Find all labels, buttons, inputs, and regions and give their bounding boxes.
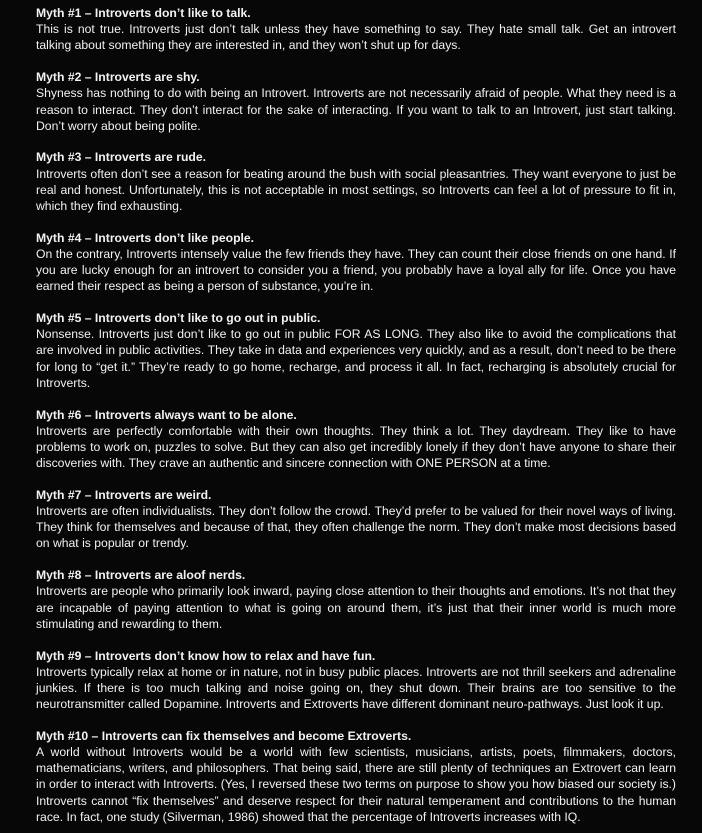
myth-body: Introverts typically relax at home or in nature, not in busy public places. Introverts are not thrill seekers and adrenaline junkies. If there is too much talking and noise going on, they shut down. Their brains are too sensitive to the neurotransmitter called Dopamine. Introverts and Extroverts have different dominant neuro-pathways. Just look it up. — [36, 664, 676, 712]
myth-title: Myth #6 – Introverts always want to be alone. — [36, 407, 297, 422]
myth-section-4 — [36, 230, 676, 295]
myth-section-1 — [36, 5, 676, 54]
myth-body: Introverts are people who primarily look inward, paying close attention to their thoughts and emotions. It’s not that they are incapable of paying attention to what is going on around them, it’s just that their inner world is much more stimulating and rewarding to them. — [36, 584, 676, 631]
myth-body: Introverts are often individualists. They don’t follow the crowd. They’d prefer to be valued for their novel ways of living. They think for themselves and because of that, they often challenge the norm. They don’t make most decisions based on what is popular or trendy. — [36, 504, 676, 551]
myth-title: Myth #2 – Introverts are shy. — [36, 70, 200, 85]
myth-body: A world without Introverts would be a world with few scientists, musicians, artists, poets, filmmakers, doctors, mathematicians, writers, and philosophers. That being said, there are still plenty of techniques an Extrovert can learn in order to interact with Introverts. (Yes, I reversed these two terms on purpose to show you how biased our society is.) Introverts cannot “fix themselves” and deserve respect for their natural temperament and contributions to the human race. In fact, one study (Silverman, 1986) showed that the percentage of Introverts increases with IQ. — [36, 745, 676, 824]
myth-title: Myth #5 – Introverts don’t like to go out in public. — [36, 311, 321, 326]
myth-body: Introverts often don’t see a reason for beating around the bush with social pleasantries. They want everyone to just be real and honest. Unfortunately, this is not acceptable in most settings, so Introverts can feel a lot of pressure to fit in, which they find exhausting. — [36, 166, 676, 214]
myth-body: Nonsense. Introverts just don’t like to go out in public FOR AS LONG. They also like to avoid the complications that are involved in public activities. They take in data and experiences very quickly, and as a result, don’t need to be there for long to “get it.” They’re ready to go home, recharge, and process it all. In fact, recharging is absolutely crucial for Introverts. — [36, 327, 676, 390]
myth-section-8 — [36, 567, 676, 632]
myth-title: Myth #1 – Introverts don’t like to talk. — [36, 6, 251, 20]
myth-section-9 — [36, 648, 676, 713]
myth-body: Shyness has nothing to do with being an Introvert. Introverts are not necessarily afraid of people. What they need is a reason to interact. They don’t interact for the sake of interacting. If you want to talk to an Introvert, just start talking. Don’t worry about being polite. — [36, 86, 676, 133]
myth-section-3 — [36, 149, 676, 214]
myth-section-7 — [36, 487, 676, 552]
myth-body: Introverts are perfectly comfortable with their own thoughts. They think a lot. They daydream. They like to have problems to work on, puzzles to solve. But they can also get incredibly lonely if they don’t have anyone to share their discoveries with. They crave an authentic and sincere connection with ONE PERSON at a time. — [36, 423, 676, 471]
myth-title: Myth #8 – Introverts are aloof nerds. — [36, 568, 246, 583]
myth-body: This is not true. Introverts just don’t talk unless they have something to say. They hate small talk. Get an introvert talking about something they are interested in, and they won’t shut up for days. — [36, 22, 676, 53]
myth-section-10 — [36, 728, 676, 825]
myth-section-2 — [36, 69, 676, 134]
myth-section-6 — [36, 407, 676, 472]
myth-section-5 — [36, 310, 676, 391]
myth-title: Myth #10 – Introverts can fix themselves and become Extroverts. — [36, 728, 412, 743]
myth-title: Myth #3 – Introverts are rude. — [36, 150, 207, 165]
myth-title: Myth #4 – Introverts don’t like people. — [36, 230, 255, 245]
myth-title: Myth #9 – Introverts don’t know how to relax and have fun. — [36, 648, 376, 663]
myth-body: On the contrary, Introverts intensely value the few friends they have. They can count their close friends on one hand. If you are lucky enough for an introvert to consider you a friend, you probably have a loyal ally for life. Once you have earned their respect as being a person of substance, you’re in. — [36, 246, 676, 294]
myth-title: Myth #7 – Introverts are weird. — [36, 487, 212, 502]
